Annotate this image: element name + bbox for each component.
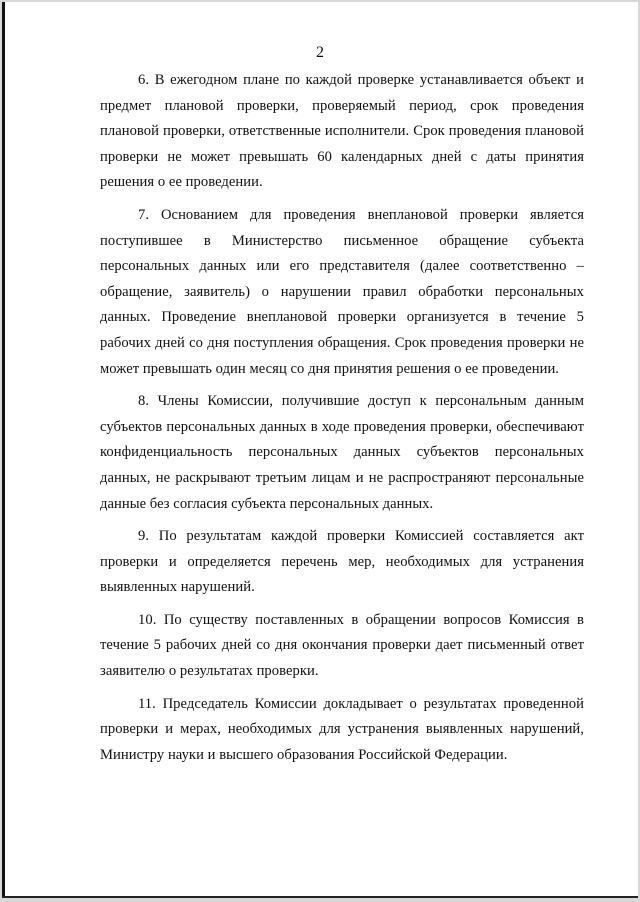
page-number: 2 — [316, 44, 324, 61]
paragraph-7: 7. Основанием для проведения внеплановой проверки является поступившее в Министерство письменное обращение субъекта персональных данных или его представителя (далее соответственно – обращение, заявитель) о нарушении правил обработки персональных данных. Проведение внеплановой проверки организуется в течение 5 рабочих дней со дня поступления обращения. Срок проведения проверки не может превышать один месяц со дня принятия решения о ее проведении. — [100, 206, 584, 377]
document-page — [2, 2, 638, 898]
document-body — [100, 68, 584, 768]
paragraph-8: 8. Члены Комиссии, получившие доступ к персональным данным субъектов персональных данных в ходе проведения проверки, обеспечивают конфиденциальность персональных данных субъектов персональных данных, не раскрывают третьим лицам и не распространяют персональные данные без согласия субъекта персональных данных. — [100, 393, 584, 512]
paragraph-11: 11. Председатель Комиссии докладывает о результатах проведенной проверки и мерах, необходимых для устранения выявленных нарушений, Министру науки и высшего образования Российской Федерации. — [100, 695, 584, 763]
scan-edge-left — [2, 2, 5, 898]
paragraph-10: 10. По существу поставленных в обращении вопросов Комиссия в течение 5 рабочих дней со дня окончания проверки дает письменный ответ заявителю о результатах проверки. — [100, 611, 584, 680]
paragraph-9: 9. По результатам каждой проверки Комиссией составляется акт проверки и определяется перечень мер, необходимых для устранения выявленных нарушений. — [100, 528, 584, 596]
scan-edge-bottom — [2, 896, 638, 898]
paragraph-6: 6. В ежегодном плане по каждой проверке устанавливается объект и предмет плановой проверки, проверяемый период, срок проведения плановой проверки, ответственные исполнители. Срок проведения плановой проверки не может превышать 60 календарных дней с даты принятия решения о ее проведении. — [100, 72, 584, 191]
